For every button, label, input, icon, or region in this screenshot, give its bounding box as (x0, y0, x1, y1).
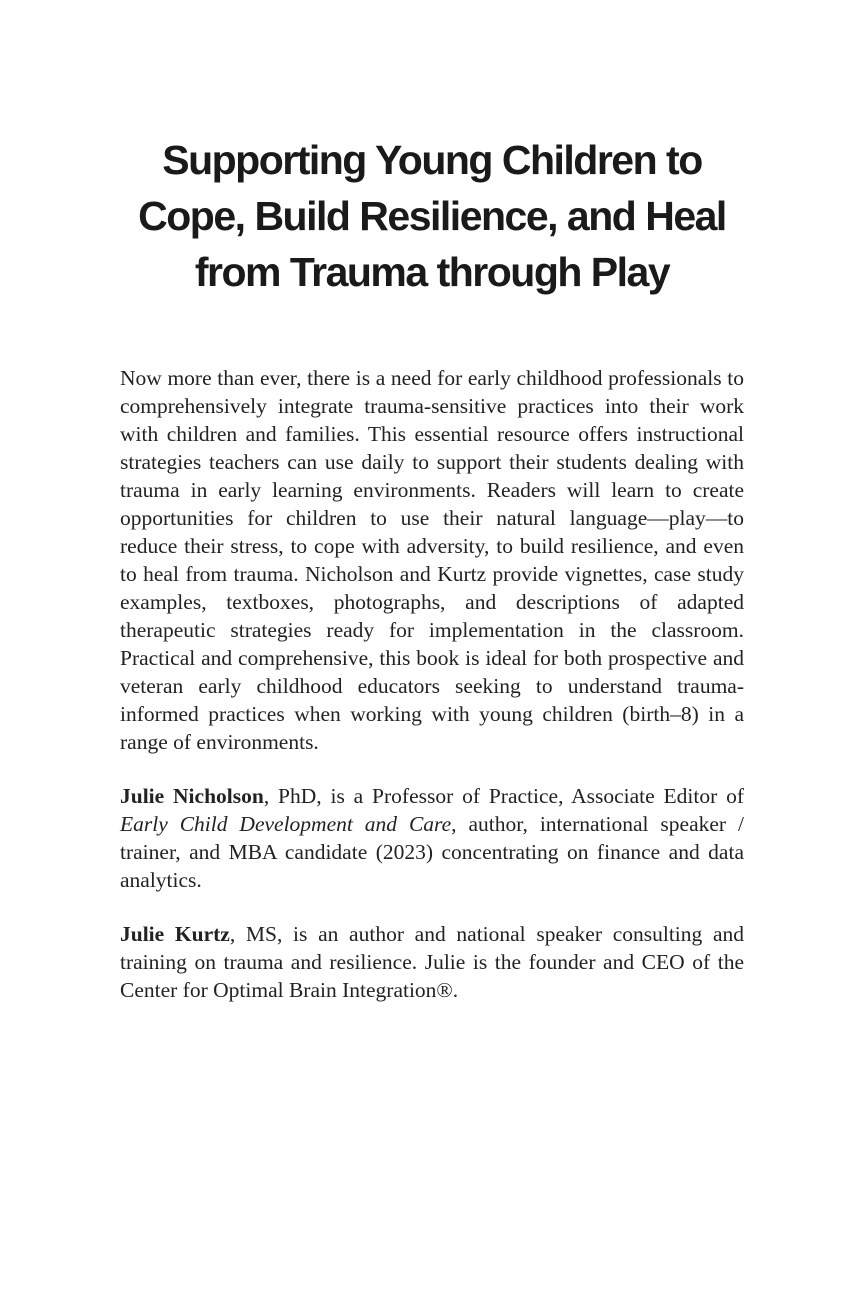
author-bio-kurtz (120, 920, 744, 1004)
author-bio-nicholson-text-1: , PhD, is a Professor of Practice, Associate Editor of (263, 784, 745, 808)
book-title (100, 132, 764, 300)
book-description-block (120, 364, 744, 1004)
book-title-line-2: Cope, Build Resilience, and Heal (138, 193, 726, 239)
author-name-nicholson: Julie Nicholson (120, 784, 264, 808)
book-title-line-1: Supporting Young Children to (162, 137, 702, 183)
book-title-line-3: from Trauma through Play (194, 249, 670, 295)
author-bio-nicholson-text-2: , author, international speaker / trainer, and MBA candidate (2023) concentrating on finance and data analytics. (120, 812, 744, 892)
author-bio-nicholson (120, 782, 744, 894)
author-bio-kurtz-text: , MS, is an author and national speaker consulting and training on trauma and resilience. Julie is the founder and CEO of the Center for Optimal Brain Integration®. (120, 922, 745, 1002)
book-description: Now more than ever, there is a need for early childhood professionals to comprehensively integrate trauma-sensitive practices into their work with children and families. This essential resource offers instructional strategies teachers can use daily to support their students dealing with trauma in early learning environments. Readers will learn to create opportunities for children to use their natural language—play—to reduce their stress, to cope with adversity, to build resilience, and even to heal from trauma. Nicholson and Kurtz provide vignettes, case study examples, textboxes, photographs, and descriptions of adapted therapeutic strategies ready for implementation in the classroom. Practical and comprehensive, this book is ideal for both prospective and veteran early childhood educators seeking to understand trauma-informed practices when working with young children (birth–8) in a range of environments. (120, 366, 744, 754)
author-name-kurtz: Julie Kurtz (120, 922, 230, 946)
journal-title: Early Child Development and Care (120, 812, 452, 836)
